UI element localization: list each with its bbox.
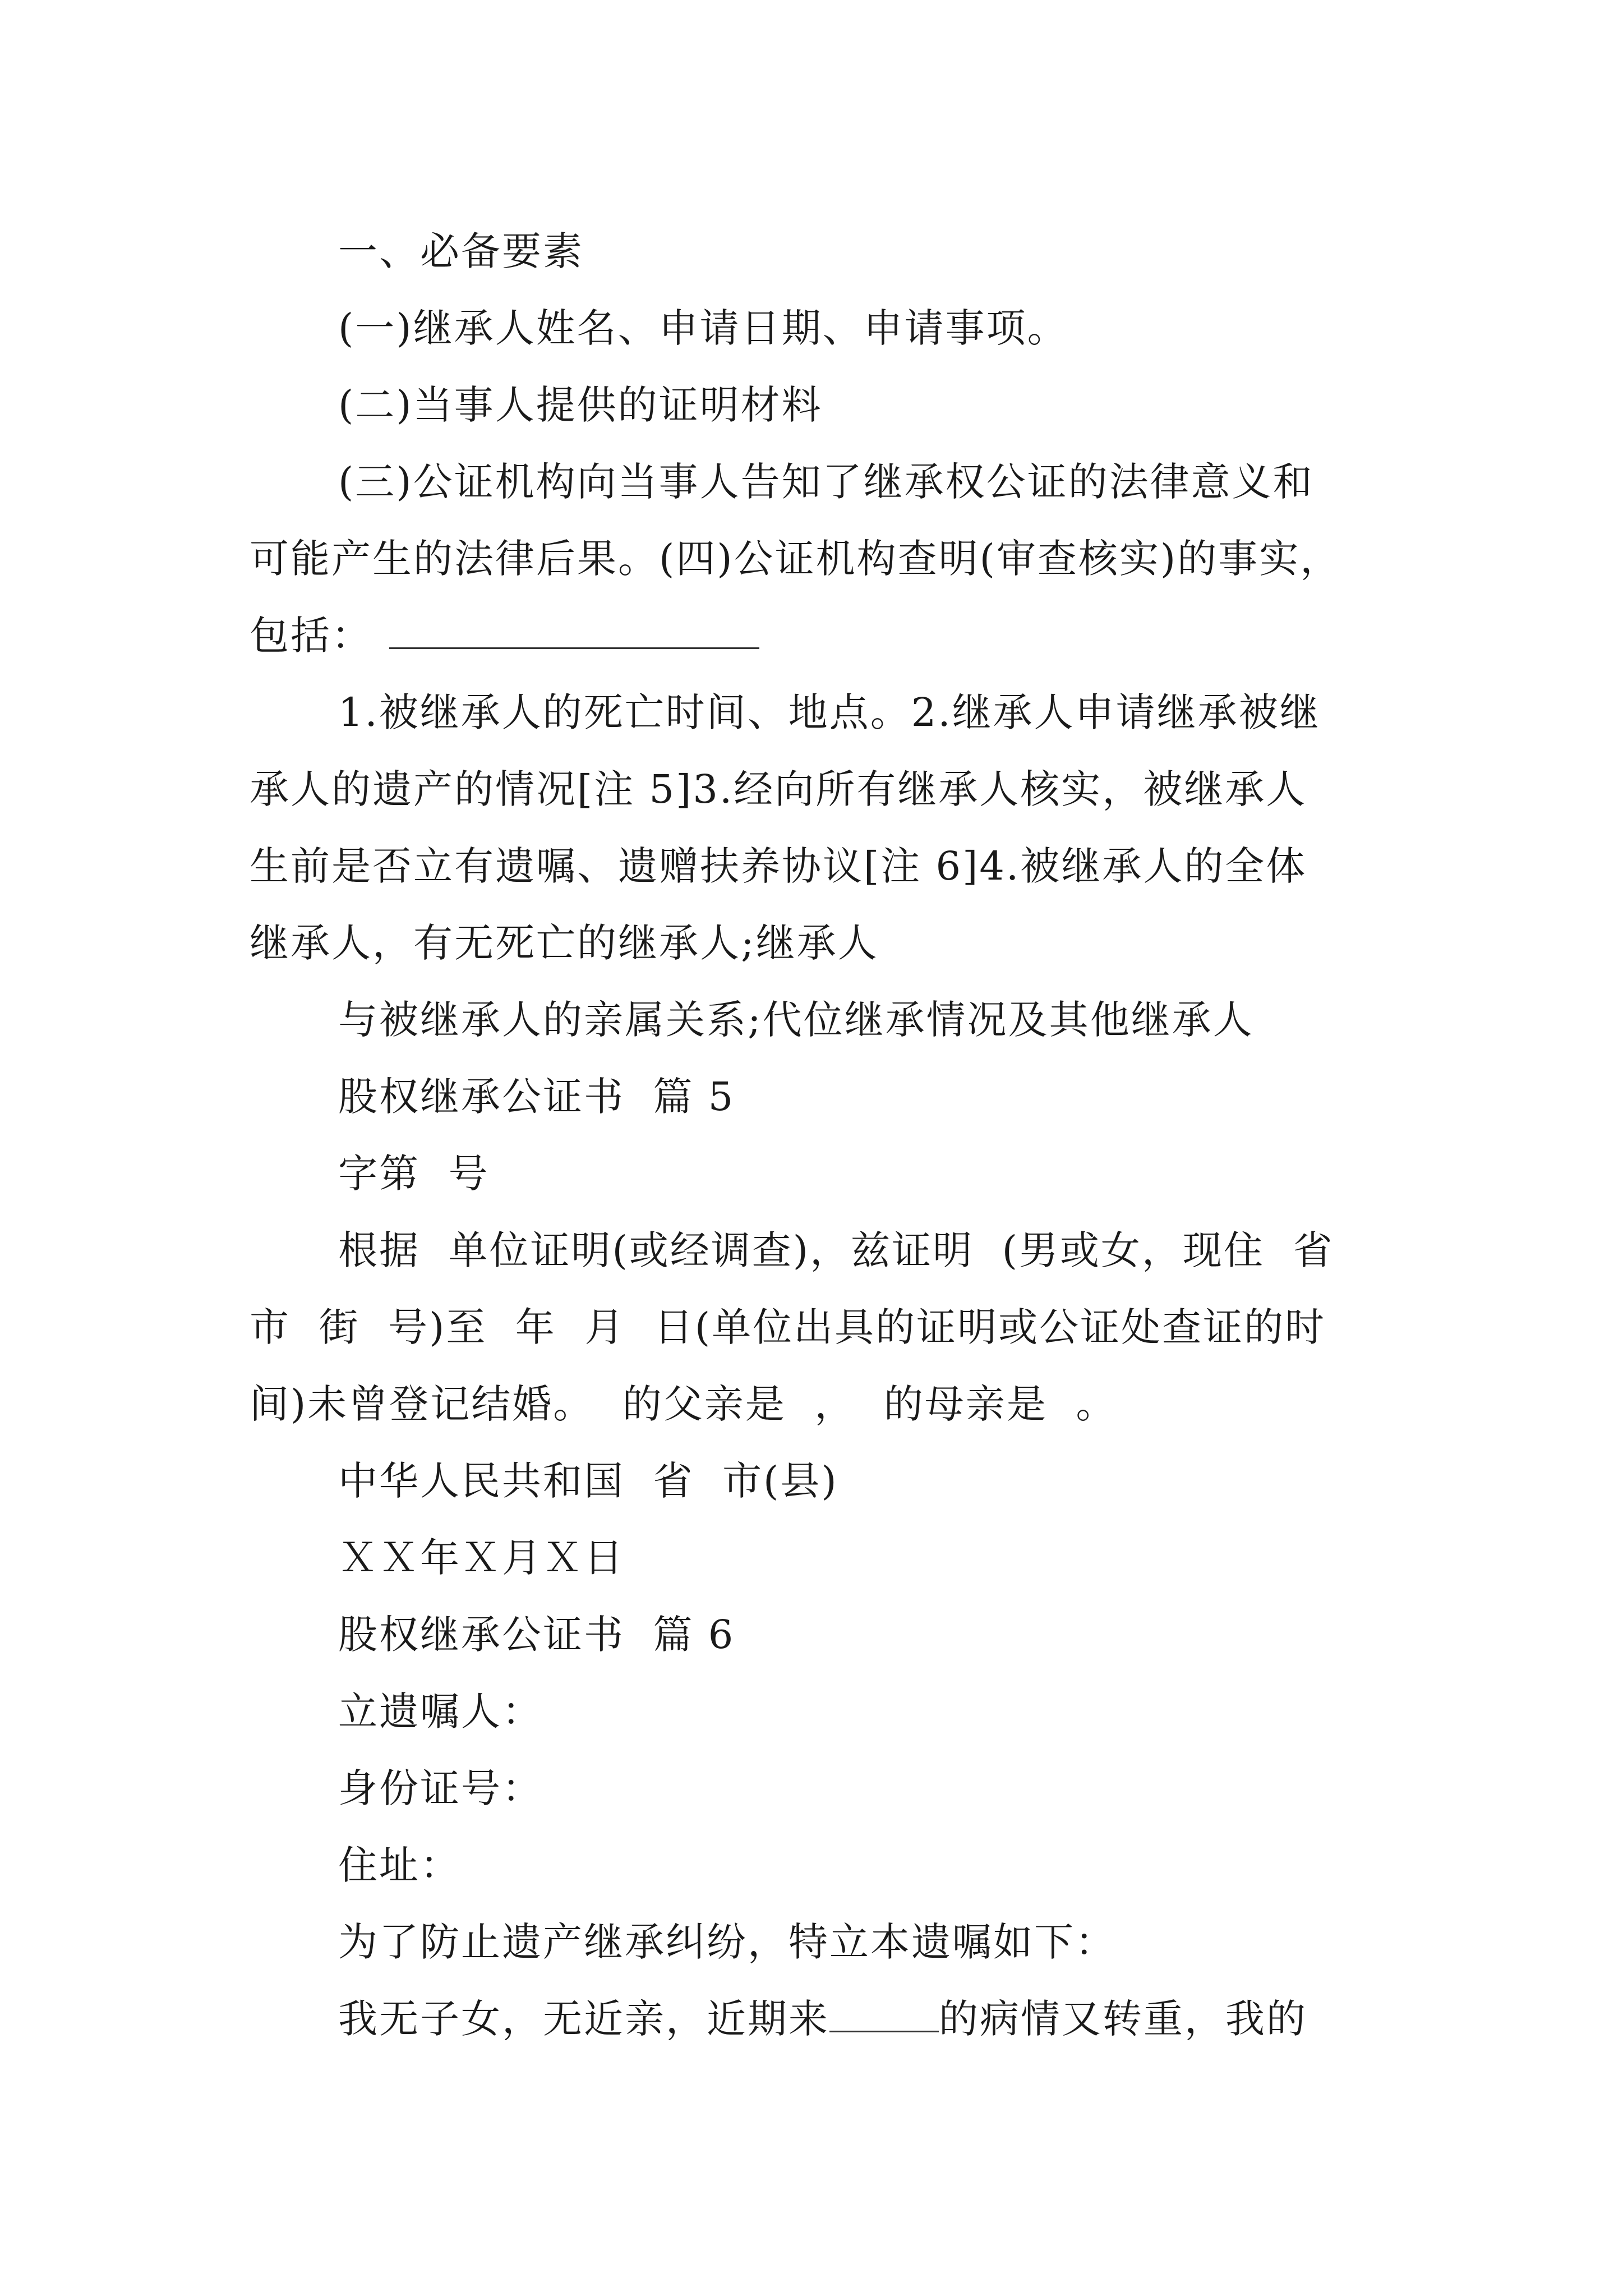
paragraph-line: 中华人民共和国 省 市(县) [338,1458,838,1504]
paragraph-line: 可能产生的法律后果。(四)公证机构查明(审查核实)的事实， [250,536,1341,582]
date-line: ＸＸ年Ｘ月Ｘ日 [338,1535,625,1581]
fill-in-blank [389,647,759,649]
paragraph-text: 的病情又转重，我的 [939,1996,1307,2042]
paragraph-line: 为了防止遗产继承纠纷，特立本遗嘱如下： [338,1919,1116,1965]
paragraph-line: 1.被继承人的死亡时间、地点。2.继承人申请继承被继 [338,689,1321,735]
fill-in-blank [829,2031,939,2032]
paragraph-line: 承人的遗产的情况[注 5]3.经向所有继承人核实，被继承人 [250,766,1307,812]
paragraph-line: (一)继承人姓名、申请日期、申请事项。 [338,305,1068,351]
paragraph-line: 根据 单位证明(或经调查)，兹证明 (男或女，现住 省 [338,1227,1334,1273]
paragraph-line: 与被继承人的亲属关系;代位继承情况及其他继承人 [338,997,1254,1043]
paragraph-text: 我无子女，无近亲，近期来 [338,1996,829,2042]
section-heading: 一、必备要素 [338,228,584,274]
document-body [250,213,1377,2058]
paragraph-line: 生前是否立有遗嘱、遗赠扶养协议[注 6]4.被继承人的全体 [250,843,1307,889]
paragraph-text: 包括： [250,613,372,659]
paragraph-line: 市 街 号)至 年 月 日(单位出具的证明或公证处查证的时 [250,1304,1326,1350]
paragraph-line: 间)未曾登记结婚。 的父亲是 ， 的母亲是 。 [250,1381,1117,1427]
form-label: 住址： [338,1842,461,1888]
form-label: 立遗嘱人： [338,1688,543,1734]
paragraph-line: 字第 号 [338,1151,490,1197]
paragraph-line-with-blank [250,1981,1377,2058]
section-title: 股权继承公证书 篇 5 [338,1074,735,1120]
form-label: 身份证号： [338,1765,543,1811]
paragraph-line: (二)当事人提供的证明材料 [338,382,823,428]
paragraph-line: (三)公证机构向当事人告知了继承权公证的法律意义和 [338,459,1314,505]
paragraph-line: 继承人，有无死亡的继承人;继承人 [250,920,879,966]
paragraph-line-with-blank [250,597,1377,674]
section-title: 股权继承公证书 篇 6 [338,1612,735,1658]
